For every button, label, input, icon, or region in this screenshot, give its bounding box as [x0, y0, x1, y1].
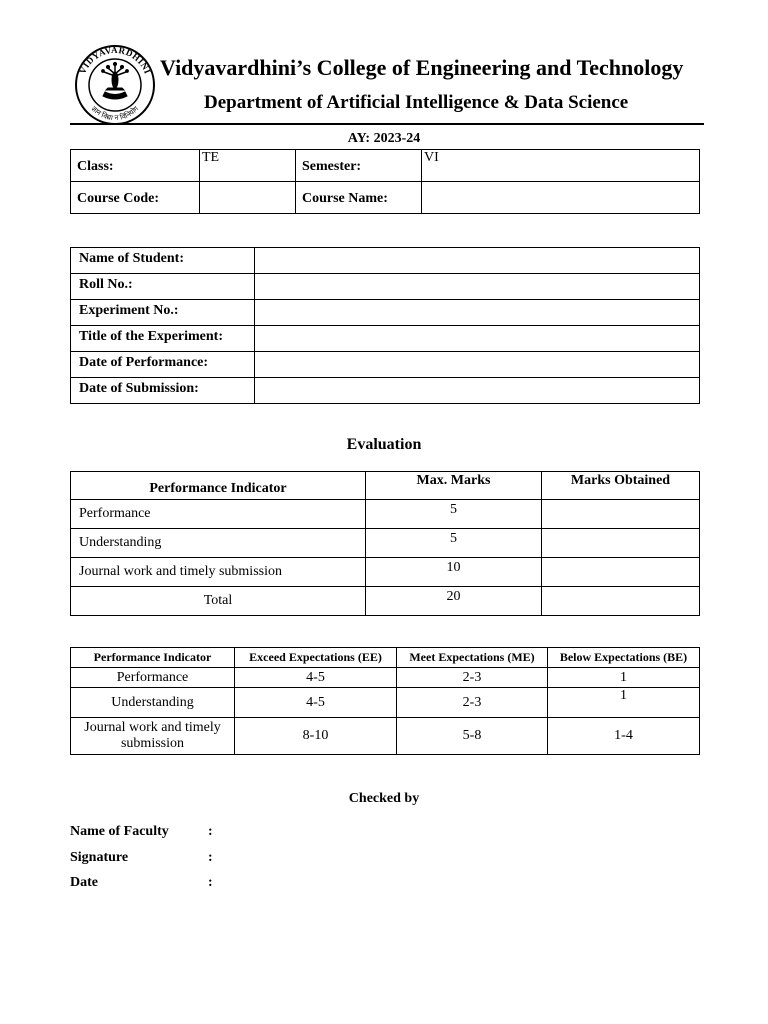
student-info-row: [71, 378, 700, 404]
course-info-table: [70, 149, 700, 214]
marks-obtained-field[interactable]: [542, 529, 700, 558]
marks-obtained-field[interactable]: [542, 558, 700, 587]
rubric-be: 1: [548, 668, 700, 688]
student-info-table: [70, 247, 700, 404]
rubric-row: [71, 668, 700, 688]
course-code-field[interactable]: [200, 182, 296, 214]
column-header: Performance Indicator: [71, 472, 366, 500]
course-info-row: [71, 150, 700, 182]
column-header: Meet Expectations (ME): [397, 648, 548, 668]
faculty-name-colon: :: [208, 824, 213, 839]
signature-colon: :: [208, 850, 213, 865]
student-info-row: [71, 300, 700, 326]
evaluation-table: [70, 471, 700, 616]
experiment-title-field[interactable]: [255, 326, 700, 352]
experiment-no-label: Experiment No.:: [71, 300, 255, 326]
rubric-indicator: Performance: [71, 668, 235, 688]
name-of-student-field[interactable]: [255, 248, 700, 274]
course-name-label: Course Name:: [296, 182, 422, 214]
max-marks-total: 20: [366, 587, 542, 616]
rubric-ee: 4-5: [235, 688, 397, 718]
marks-obtained-field[interactable]: [542, 500, 700, 529]
column-header: Performance Indicator: [71, 648, 235, 668]
roll-no-field[interactable]: [255, 274, 700, 300]
student-info-row: [71, 352, 700, 378]
student-info-row: [71, 326, 700, 352]
rubric-me: 2-3: [397, 688, 548, 718]
indicator-cell: Understanding: [71, 529, 366, 558]
rubric-me: 2-3: [397, 668, 548, 688]
date-of-performance-field[interactable]: [255, 352, 700, 378]
svg-text:VIDYAVARDHINI: VIDYAVARDHINI: [77, 44, 153, 76]
indicator-cell: Performance: [71, 500, 366, 529]
experiment-title-label: Title of the Experiment:: [71, 326, 255, 352]
college-logo: [70, 44, 160, 126]
max-marks-cell: 10: [366, 558, 542, 587]
rubric-indicator: Journal work and timely submission: [71, 718, 235, 755]
academic-year: AY: 2023-24: [347, 131, 421, 146]
signature-label: Signature: [70, 850, 129, 865]
semester-value[interactable]: VI: [422, 150, 700, 182]
date-colon: :: [208, 875, 213, 890]
marks-obtained-total-field[interactable]: [542, 587, 700, 616]
svg-text:ज्ञान विद्या न विनियोग: ज्ञान विद्या न विनियोग: [89, 104, 141, 123]
evaluation-row: [71, 558, 700, 587]
evaluation-row: [71, 529, 700, 558]
department-name: Department of Artificial Intelligence & Data Science: [204, 92, 629, 113]
indicator-cell: Journal work and timely submission: [71, 558, 366, 587]
course-info-row: [71, 182, 700, 214]
student-info-row: [71, 248, 700, 274]
date-of-submission-field[interactable]: [255, 378, 700, 404]
max-marks-cell: 5: [366, 500, 542, 529]
course-name-field[interactable]: [422, 182, 700, 214]
column-header: Below Expectations (BE): [548, 648, 700, 668]
header-divider: [70, 123, 704, 125]
total-label: Total: [71, 587, 366, 616]
column-header: Marks Obtained: [542, 472, 700, 500]
column-header: Max. Marks: [366, 472, 542, 500]
class-label: Class:: [71, 150, 200, 182]
rubric-row: [71, 688, 700, 718]
rubric-be: 1: [548, 688, 700, 718]
experiment-no-field[interactable]: [255, 300, 700, 326]
max-marks-cell: 5: [366, 529, 542, 558]
rubric-ee: 8-10: [235, 718, 397, 755]
rubric-me: 5-8: [397, 718, 548, 755]
column-header: Exceed Expectations (EE): [235, 648, 397, 668]
student-info-row: [71, 274, 700, 300]
rubric-header-row: [71, 648, 700, 668]
college-name: Vidyavardhini’s College of Engineering and Technology: [160, 55, 684, 80]
date-of-performance-label: Date of Performance:: [71, 352, 255, 378]
class-value[interactable]: TE: [200, 150, 296, 182]
evaluation-header-row: [71, 472, 700, 500]
rubric-row: [71, 718, 700, 755]
evaluation-heading: Evaluation: [346, 436, 422, 453]
checked-by-heading: Checked by: [348, 791, 420, 806]
rubric-table: [70, 647, 700, 755]
course-code-label: Course Code:: [71, 182, 200, 214]
evaluation-total-row: [71, 587, 700, 616]
faculty-name-label: Name of Faculty: [70, 824, 169, 839]
date-of-submission-label: Date of Submission:: [71, 378, 255, 404]
date-label: Date: [70, 875, 98, 890]
rubric-ee: 4-5: [235, 668, 397, 688]
roll-no-label: Roll No.:: [71, 274, 255, 300]
semester-label: Semester:: [296, 150, 422, 182]
rubric-indicator: Understanding: [71, 688, 235, 718]
name-of-student-label: Name of Student:: [71, 248, 255, 274]
evaluation-row: [71, 500, 700, 529]
rubric-be: 1-4: [548, 718, 700, 755]
